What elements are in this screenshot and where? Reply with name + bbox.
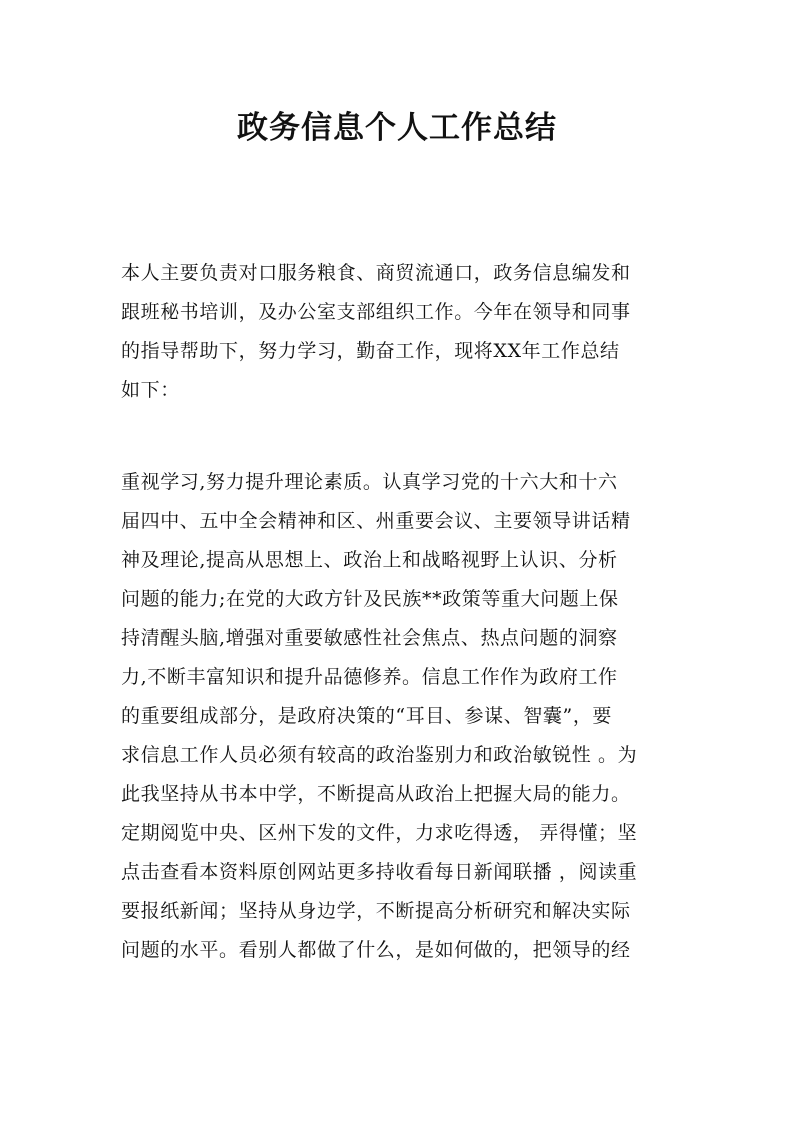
paragraph-intro — [121, 254, 701, 410]
text-line: 点击查看本资料原创网站更多持收看每日新闻联播 ，阅读重 — [121, 861, 638, 883]
text-line: 问题的能力;在党的大政方针及民族**政策等重大问题上保 — [121, 588, 619, 610]
text-line: 如下： — [121, 379, 180, 401]
paragraph-study — [121, 463, 701, 970]
text-line: 问题的水平。看别人都做了什么，是如何做的，把领导的经 — [121, 939, 631, 961]
text-line: 此我坚持从书本中学，不断提高从政治上把握大局的能力。 — [121, 783, 631, 805]
text-line: 求信息工作人员必须有较高的政治鉴别力和政治敏锐性 。为 — [121, 744, 638, 766]
text-line: 要报纸新闻；坚持从身边学，不断提高分析研究和解决实际 — [121, 900, 631, 922]
text-line: 的重要组成部分，是政府决策的“耳目、参谋、智囊”，要 — [121, 705, 613, 727]
text-line: 重视学习,努力提升理论素质。认真学习党的十六大和十六 — [121, 471, 618, 493]
text-line: 跟班秘书培训，及办公室支部组织工作。今年在领导和同事 — [121, 301, 631, 323]
document-title: 政务信息个人工作总结 — [237, 110, 557, 146]
text-line: 定期阅览中央、区州下发的文件，力求吃得透， 弄得懂；坚 — [121, 822, 638, 844]
text-line: 神及理论,提高从思想上、政治上和战略视野上认识、分析 — [121, 549, 618, 571]
text-line: 届四中、五中全会精神和区、州重要会议、主要领导讲话精 — [121, 510, 631, 532]
text-line: 本人主要负责对口服务粮食、商贸流通口，政务信息编发和 — [121, 262, 631, 284]
text-line: 的指导帮助下，努力学习，勤奋工作，现将XX年工作总结 — [121, 340, 620, 362]
text-line: 力,不断丰富知识和提升品德修养。信息工作作为政府工作 — [121, 666, 618, 688]
text-line: 持清醒头脑,增强对重要敏感性社会焦点、热点问题的洞察 — [121, 627, 618, 649]
